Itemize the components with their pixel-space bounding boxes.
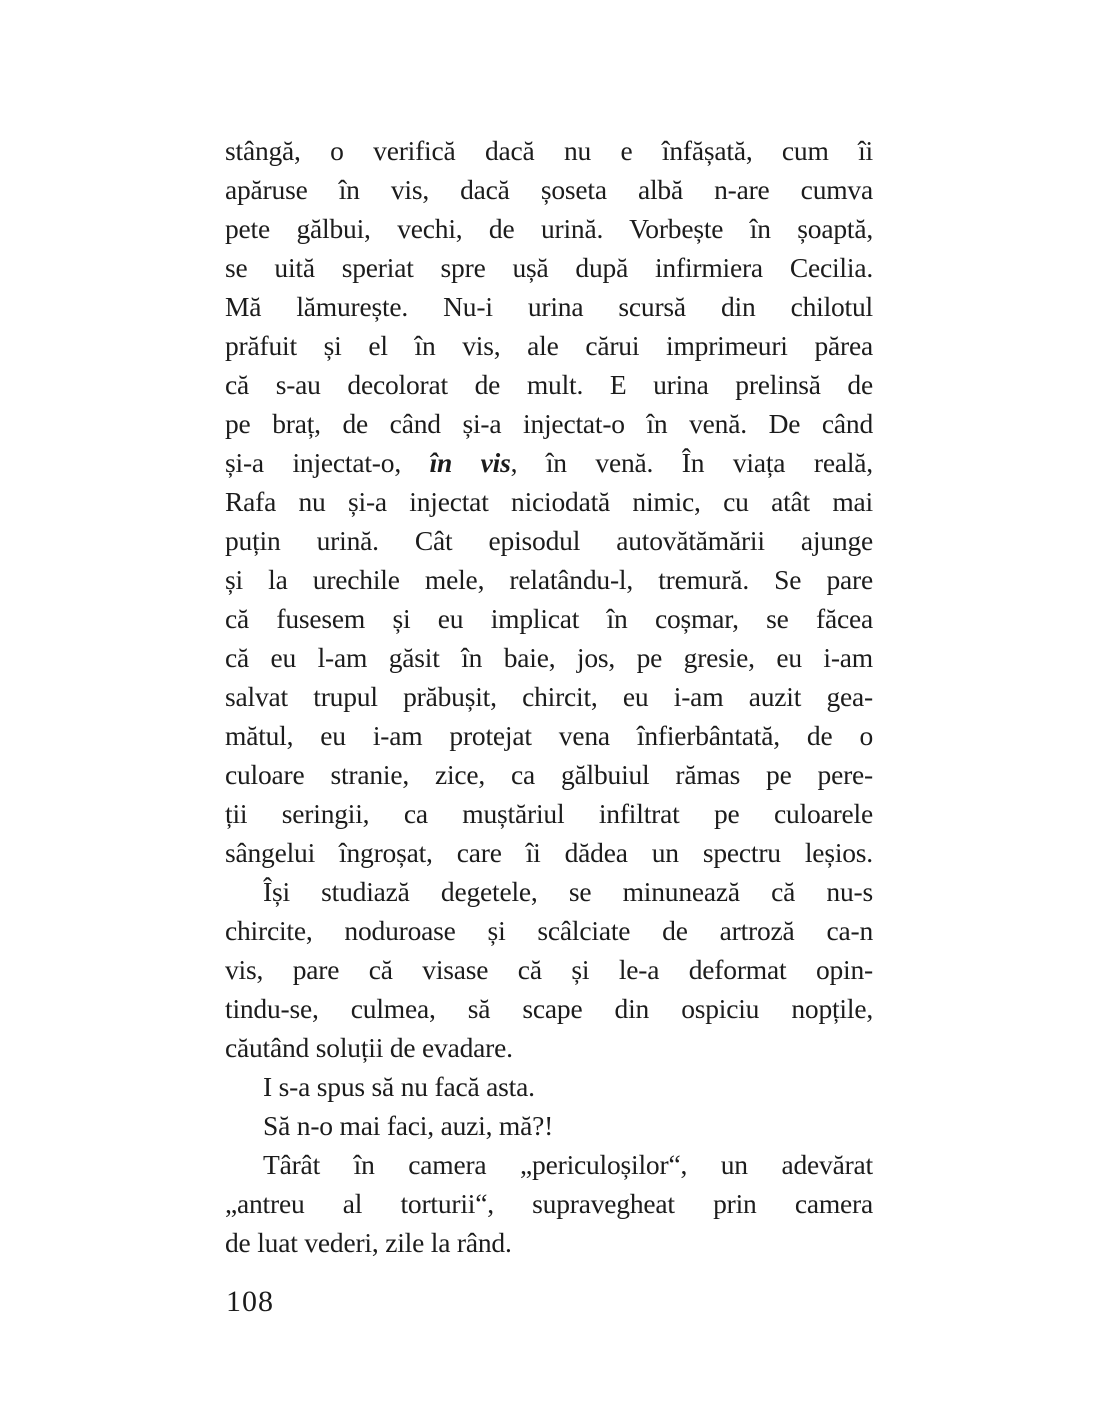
text-line xyxy=(225,989,873,1028)
text-segment: stângă, o verifică dacă nu e înfășată, cum îi xyxy=(225,135,873,166)
text-line xyxy=(225,560,873,599)
text-line xyxy=(225,131,873,170)
text-segment: culoare stranie, zice, ca gălbuiul rămas pe pere- xyxy=(225,759,873,790)
text-segment: de luat vederi, zile la rând. xyxy=(225,1227,512,1258)
text-segment: prăfuit și el în vis, ale cărui imprimeuri părea xyxy=(225,330,873,361)
text-segment: și la urechile mele, relatându-l, tremură. Se pare xyxy=(225,564,873,595)
text-segment: mătul, eu i-am protejat vena înfierbântată, de o xyxy=(225,720,873,751)
text-segment: pete gălbui, vechi, de urină. Vorbește în șoaptă, xyxy=(225,213,873,244)
text-line xyxy=(225,209,873,248)
text-line xyxy=(225,794,873,833)
text-segment: Rafa nu și-a injectat niciodată nimic, cu atât mai xyxy=(225,486,873,517)
text-segment: că eu l-am găsit în baie, jos, pe gresie, eu i-am xyxy=(225,642,873,673)
text-line xyxy=(225,443,873,482)
text-segment: pe braț, de când și-a injectat-o în venă. De când xyxy=(225,408,873,439)
text-line xyxy=(225,482,873,521)
text-segment: Mă lămurește. Nu-i urina scursă din chilotul xyxy=(225,291,873,322)
text-line xyxy=(225,287,873,326)
text-line xyxy=(225,638,873,677)
text-line xyxy=(225,1223,873,1262)
text-line xyxy=(225,326,873,365)
text-segment: puțin urină. Cât episodul autovătămării ajunge xyxy=(225,525,873,556)
text-segment: Târât în camera „periculoșilor“, un adevărat xyxy=(263,1149,873,1180)
text-line xyxy=(225,1184,873,1223)
text-line xyxy=(225,521,873,560)
text-line xyxy=(225,1106,873,1145)
body-text xyxy=(225,131,873,1262)
text-line xyxy=(225,1145,873,1184)
text-segment: „antreu al torturii“, supravegheat prin camera xyxy=(225,1188,873,1219)
text-segment: se uită speriat spre ușă după infirmiera Cecilia. xyxy=(225,252,873,283)
text-segment: că s-au decolorat de mult. E urina prelinsă de xyxy=(225,369,873,400)
text-line xyxy=(225,599,873,638)
text-segment: chircite, noduroase și scâlciate de artroză ca-n xyxy=(225,915,873,946)
text-segment: căutând soluții de evadare. xyxy=(225,1032,513,1063)
text-segment: Își studiază degetele, se minunează că nu-s xyxy=(263,876,873,907)
text-segment: că fusesem și eu implicat în coșmar, se făcea xyxy=(225,603,873,634)
text-segment: , în venă. În viața reală, xyxy=(510,447,873,478)
text-segment: sângelui îngroșat, care îi dădea un spectru leșios. xyxy=(225,837,873,868)
text-segment: și-a injectat-o, xyxy=(225,447,430,478)
text-segment: ții seringii, ca muștăriul infiltrat pe culoarele xyxy=(225,798,873,829)
text-line xyxy=(225,404,873,443)
text-segment: I s-a spus să nu facă asta. xyxy=(263,1071,535,1102)
text-segment: apăruse în vis, dacă șoseta albă n-are cumva xyxy=(225,174,873,205)
text-segment: salvat trupul prăbușit, chircit, eu i-am auzit gea- xyxy=(225,681,873,712)
text-line xyxy=(225,755,873,794)
text-segment: Să n-o mai faci, auzi, mă?! xyxy=(263,1110,554,1141)
text-segment: vis, pare că visase că și le-a deformat opin- xyxy=(225,954,873,985)
text-line xyxy=(225,833,873,872)
text-line xyxy=(225,1028,873,1067)
text-segment: tindu-se, culmea, să scape din ospiciu nopțile, xyxy=(225,993,873,1024)
text-line xyxy=(225,365,873,404)
text-line xyxy=(225,911,873,950)
text-line xyxy=(225,872,873,911)
text-line xyxy=(225,170,873,209)
text-line xyxy=(225,1067,873,1106)
text-line xyxy=(225,677,873,716)
text-line xyxy=(225,950,873,989)
page-number: 108 xyxy=(226,1285,274,1318)
text-line xyxy=(225,716,873,755)
italic-phrase: în vis xyxy=(429,447,511,478)
text-line xyxy=(225,248,873,287)
